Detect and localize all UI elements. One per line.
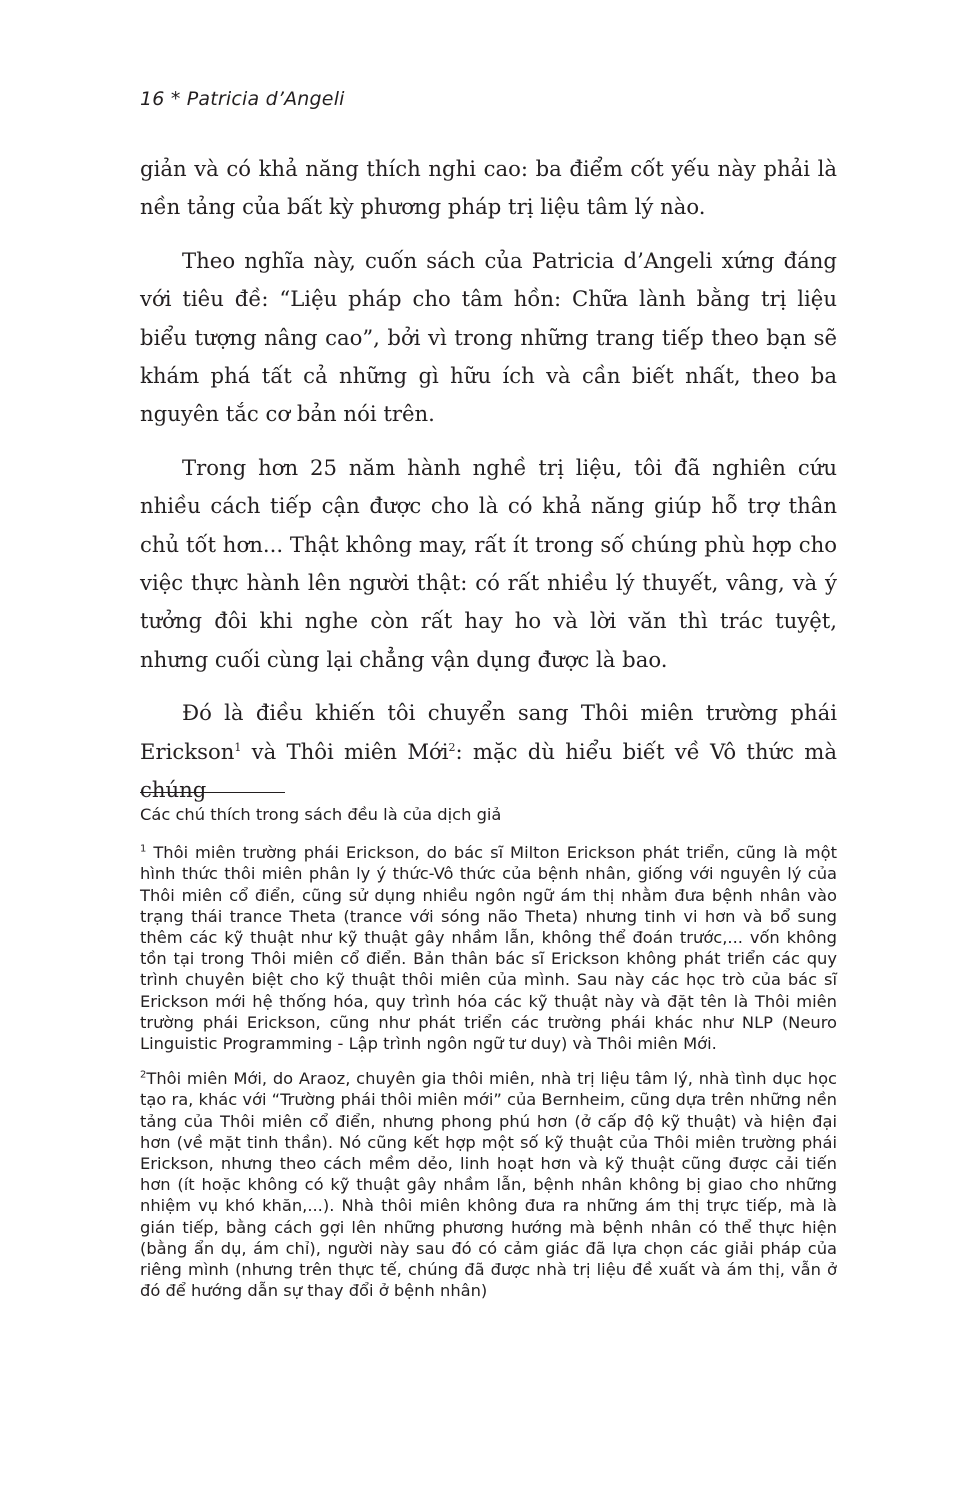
footnote-divider [140, 792, 285, 793]
footnote-text: Thôi miên trường phái Erickson, do bác sĩ Milton Erickson phát triển, cũng là một hình thức thôi miên phân ly ý thức-Vô thức của bệnh nhân, giống với nguyên lý của Thôi miên cổ điển, cũng sử dụng nhiều ngôn ngữ ám thị nhằm đưa bệnh nhân vào trạng thái trance Theta (trance với sóng não Theta) nhưng tinh vi hơn và bổ sung thêm các kỹ thuật như kỹ thuật gây nhầm lẫn, không thể đoán trước,... vốn không tồn tại trong Thôi miên cổ điển. Bản thân bác sĩ Erickson không phát triển các quy trình chuyên biệt cho kỹ thuật thôi miên của mình. Sau này các học trò của bác sĩ Erickson mới hệ thống hóa, quy trình hóa các kỹ thuật này và đặt tên là Thôi miên trường phái Erickson, cũng như phát triển các trường phái khác như NLP (Neuro Linguistic Programming - Lập trình ngôn ngữ tư duy) và Thôi miên Mới. [140, 843, 837, 1054]
footnote-ref: 2 [448, 740, 456, 754]
footnote [140, 1068, 837, 1301]
footnote-marker: 1 [140, 843, 147, 855]
footnotes [140, 804, 837, 1315]
running-head: 16 * Patricia d’Angeli [140, 88, 345, 110]
footnote-marker: 2 [140, 1069, 147, 1081]
main-text [140, 150, 837, 825]
paragraph-text: Đó là điều khiến tôi chuyển sang Thôi miên trường phái Erickson [140, 700, 837, 764]
footnote [140, 842, 837, 1054]
paragraph: Theo nghĩa này, cuốn sách của Patricia d’Angeli xứng đáng với tiêu đề: “Liệu pháp cho tâm hồn: Chữa lành bằng trị liệu biểu tượng nâng cao”, bởi vì trong những trang tiếp theo bạn sẽ khám phá tất cả những gì hữu ích và cần biết nhất, theo ba nguyên tắc cơ bản nói trên. [140, 247, 837, 427]
footnote-text: Thôi miên Mới, do Araoz, chuyên gia thôi miên, nhà trị liệu tâm lý, nhà tình dục học tạo ra, khác với “Trường phái thôi miên mới” của Bernheim, cũng dựa trên những nền tảng của Thôi miên cổ điển, nhưng phong phú hơn (ở cấp độ kỹ thuật) và hiện đại hơn (về mặt tinh thần). Nó cũng kết hợp một số kỹ thuật của Thôi miên trường phái Erickson, nhưng theo cách mềm dẻo, linh hoạt hơn và kỹ thuật cũng được cải tiến hơn (ít hoặc không có kỹ thuật gây nhầm lẫn, bệnh nhân không bị giao cho những nhiệm vụ khó khăn,...). Nhà thôi miên không đưa ra những ám thị trực tiếp, mà là gián tiếp, bằng cách gợi lên những phương hướng mà bệnh nhân có thể thực hiện (bằng ẩn dụ, ám chỉ), người này sau đó có cảm giác đã lựa chọn các giải pháp của riêng mình (nhưng trên thực tế, chúng đã được nhà trị liệu đề xuất và ám thị, vẫn ở đó để hướng dẫn sự thay đổi ở bệnh nhân) [140, 1069, 837, 1301]
paragraph-continued: giản và có khả năng thích nghi cao: ba điểm cốt yếu này phải là nền tảng của bất kỳ phương pháp trị liệu tâm lý nào. [140, 156, 837, 220]
paragraph: Trong hơn 25 năm hành nghề trị liệu, tôi đã nghiên cứu nhiều cách tiếp cận được cho là có khả năng giúp hỗ trợ thân chủ tốt hơn... Thật không may, rất ít trong số chúng phù hợp cho việc thực hành lên người thật: có rất nhiều lý thuyết, vâng, và ý tưởng đôi khi nghe còn rất hay ho và lời văn thì trác tuyệt, nhưng cuối cùng lại chẳng vận dụng được là bao. [140, 454, 837, 672]
footnote-ref: 1 [234, 740, 242, 754]
paragraph-text: : mặc dù hiểu biết về Vô thức mà chúng [140, 738, 837, 803]
translator-note: Các chú thích trong sách đều là của dịch giả [140, 805, 502, 824]
paragraph-text: và Thôi miên Mới [241, 738, 449, 764]
